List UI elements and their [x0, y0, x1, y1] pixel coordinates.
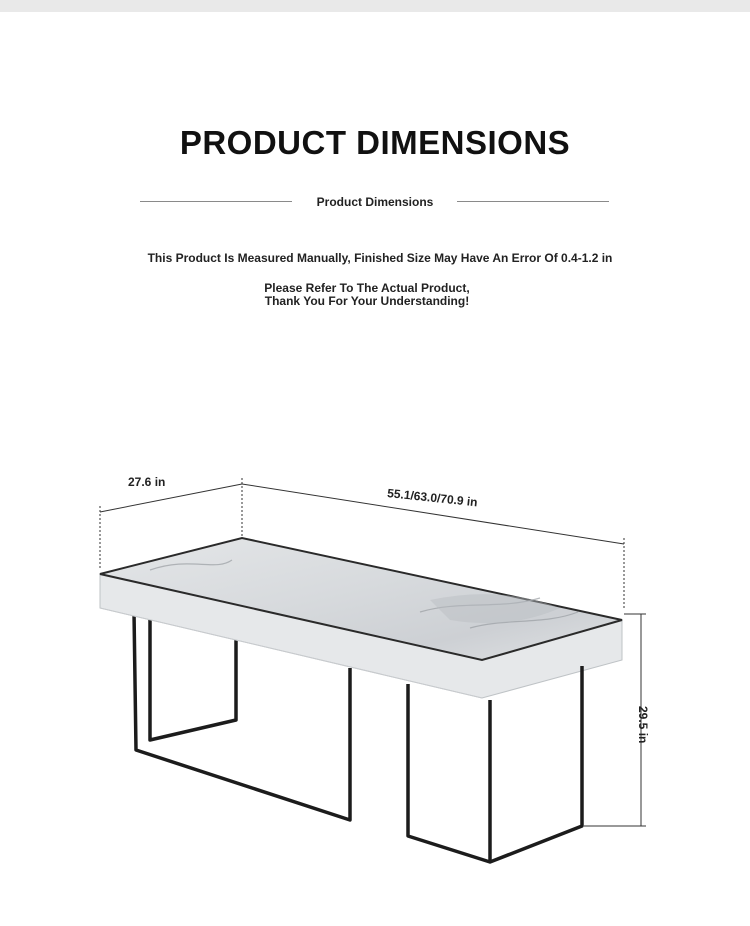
depth-dimension-line: [100, 484, 242, 512]
measurement-notice: This Product Is Measured Manually, Finished Size May Have An Error Of 0.4-1.2 in: [147, 251, 613, 265]
thanks-notice: Thank You For Your Understanding!: [264, 294, 470, 308]
height-label: 29.5 in: [636, 706, 650, 744]
refer-notice: Please Refer To The Actual Product,: [264, 281, 470, 295]
right-leg-frame: [408, 666, 582, 862]
width-label: 55.1/63.0/70.9 in: [386, 486, 479, 510]
page-title: PRODUCT DIMENSIONS: [179, 124, 571, 161]
depth-label: 27.6 in: [128, 475, 166, 489]
section-subtitle: Product Dimensions: [316, 195, 434, 209]
